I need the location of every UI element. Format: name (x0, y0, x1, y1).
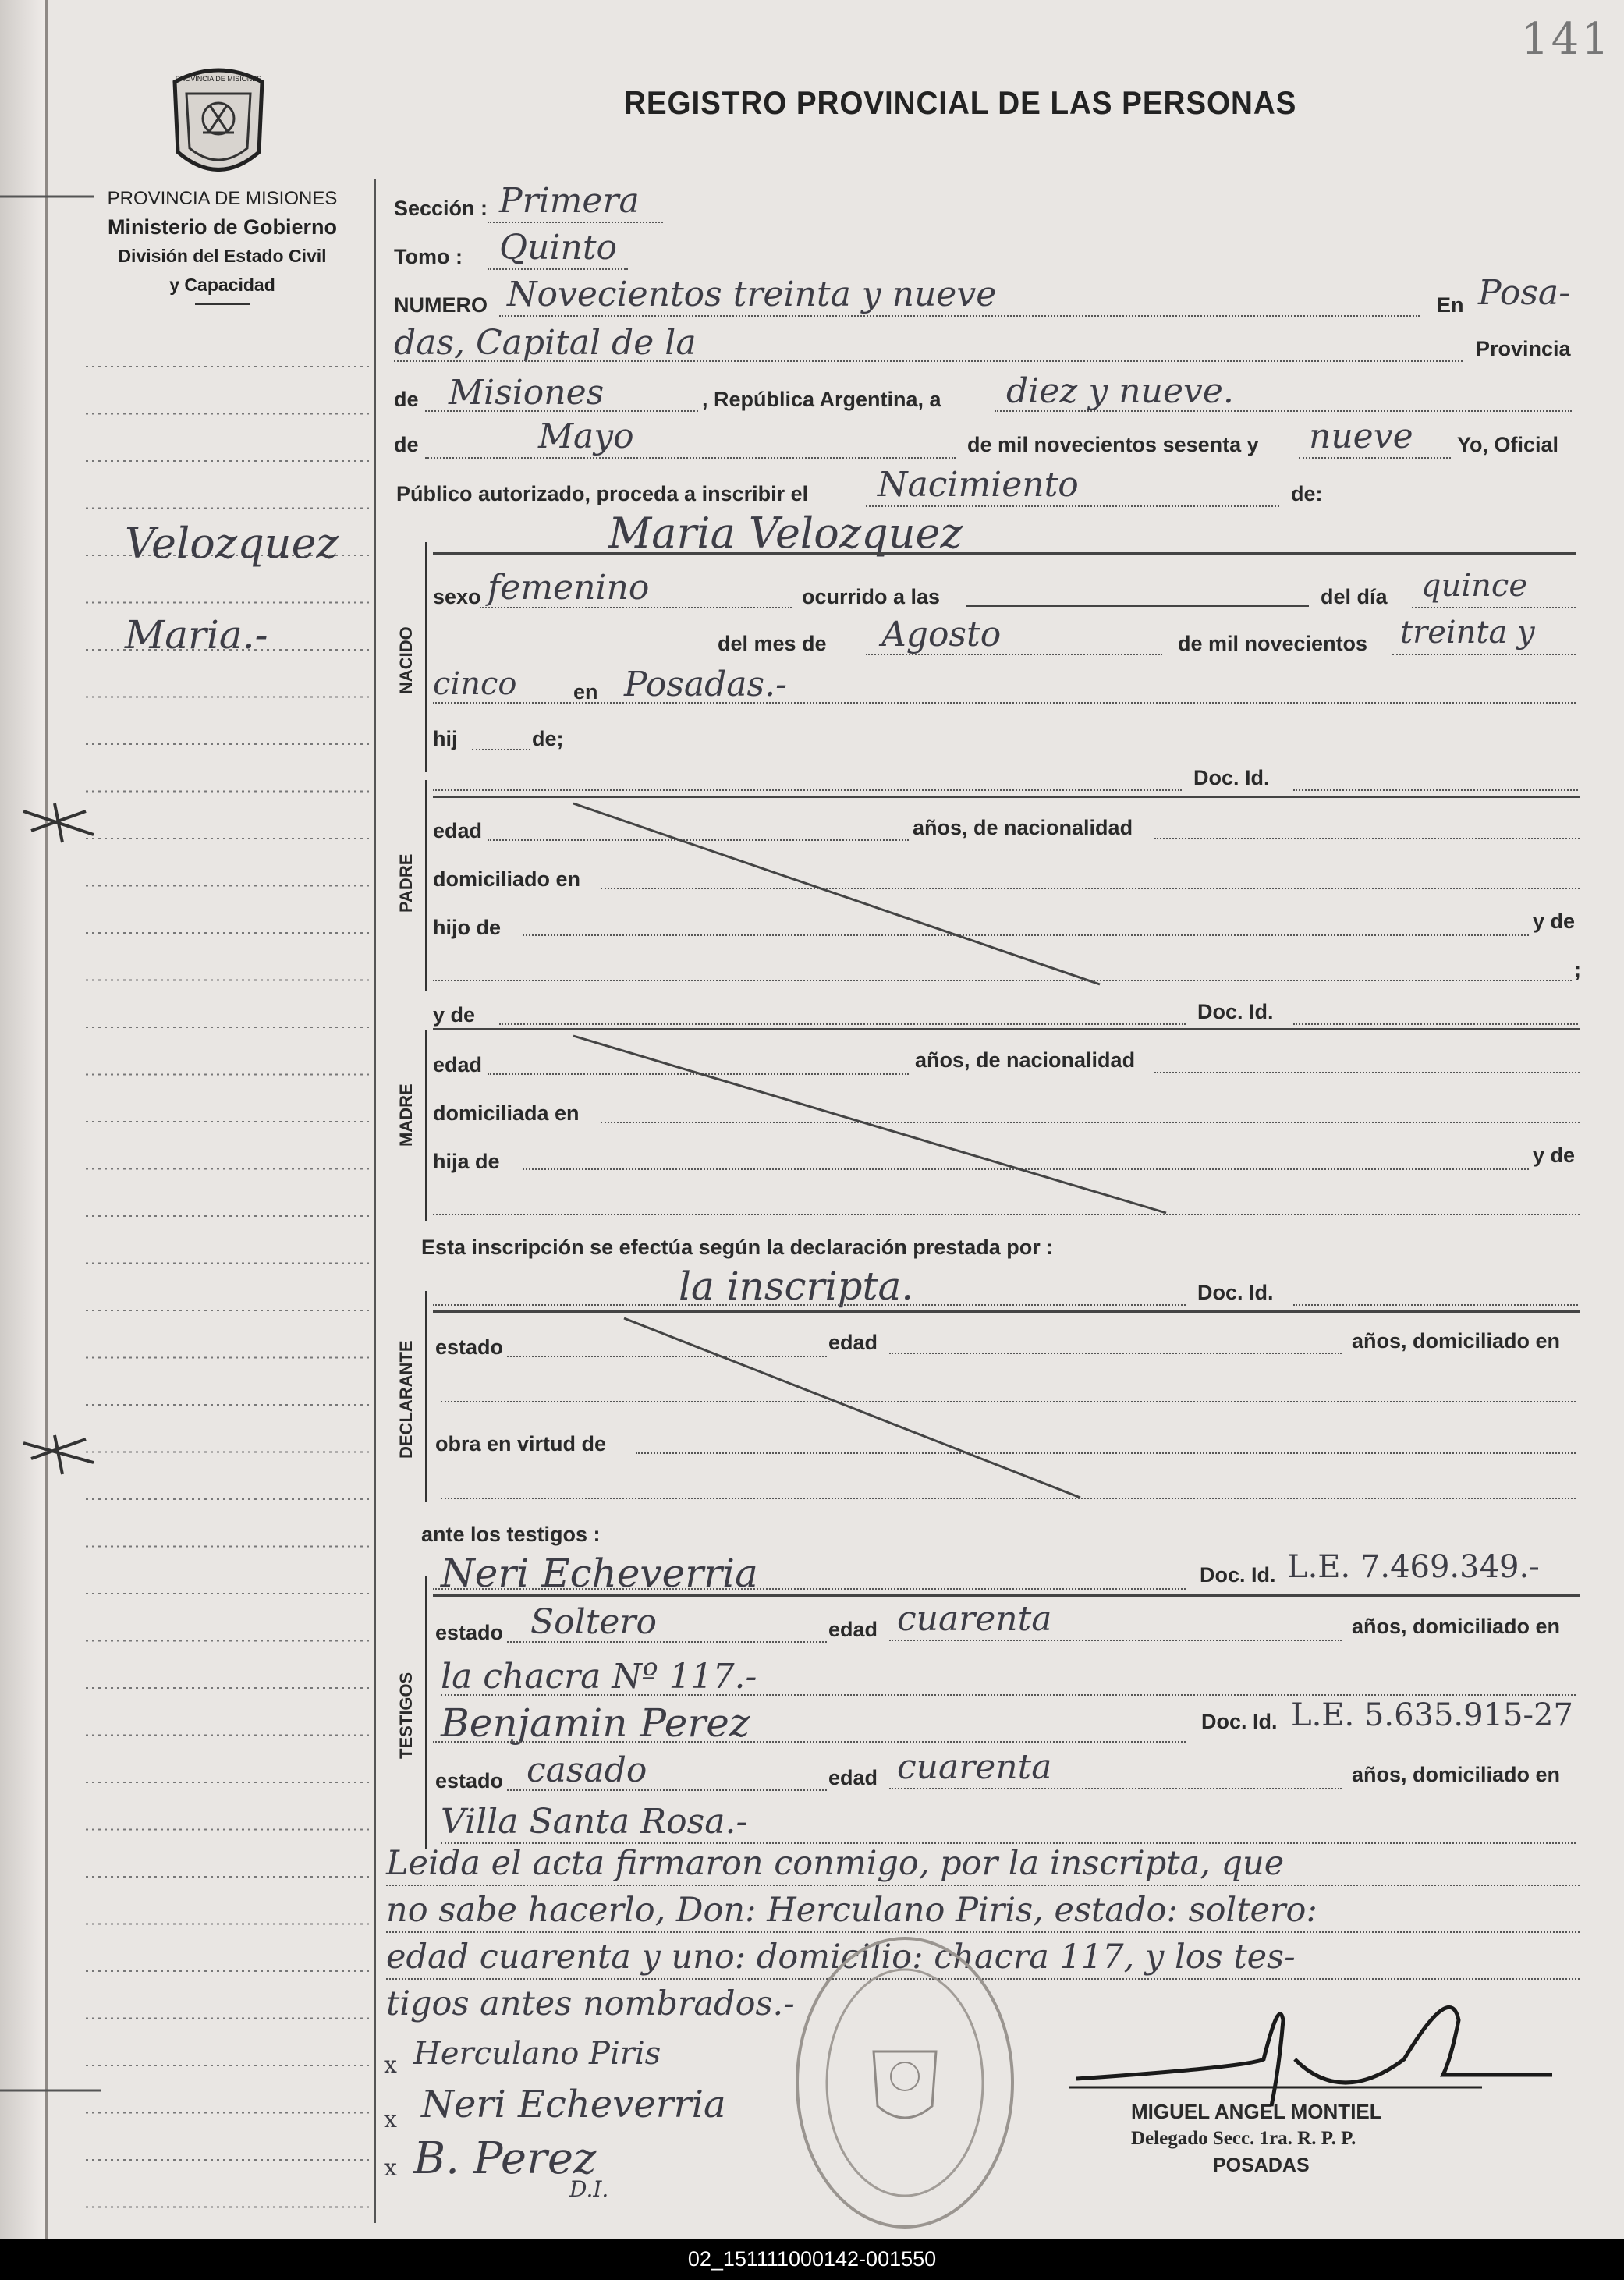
testigo2-estado-value: casado (527, 1750, 647, 1790)
official-signature-scrawl (1076, 2007, 1552, 2106)
nacido-dia-value: quince (1421, 568, 1527, 604)
page-number: 141 (1521, 14, 1612, 65)
testigos-intro: ante los testigos : (421, 1523, 601, 1546)
testigo1-doc-value: L.E. 7.469.349.- (1287, 1549, 1540, 1585)
page-title: REGISTRO PROVINCIAL DE LAS PERSONAS (624, 84, 1297, 121)
madre-y-de-label: y de (433, 1003, 476, 1027)
testigo1-edad-label: edad (828, 1618, 878, 1641)
seccion-label: Sección : (394, 197, 488, 220)
lugar-value-1: Posa- (1478, 273, 1570, 313)
division-label: División del Estado Civil (118, 246, 327, 266)
sexo-label: sexo (433, 585, 481, 608)
madre-hija-label: hija de (433, 1150, 500, 1173)
de-provincia-label: de (394, 388, 419, 411)
testigo2-edad-value: cuarenta (897, 1747, 1052, 1787)
testigo1-estado-value: Soltero (530, 1602, 657, 1642)
en-label: En (1437, 293, 1464, 317)
padre-hijo-label: hijo de (433, 916, 501, 939)
madre-nacionalidad-label: años, de nacionalidad (915, 1048, 1136, 1072)
nacido-mil-label: de mil novecientos (1178, 632, 1368, 655)
signature-neri: Neri Echeverria (421, 2083, 726, 2126)
ministry-label: Ministerio de Gobierno (107, 215, 338, 239)
padre-semicolon: ; (1574, 958, 1581, 981)
declarante-section-label: DECLARANTE (396, 1340, 416, 1459)
x-mark-2: x (384, 2106, 397, 2133)
testigo1-name: Neri Echeverria (441, 1551, 758, 1596)
padre-nacionalidad-label: años, de nacionalidad (913, 816, 1133, 839)
mes-value: Mayo (538, 417, 634, 456)
numero-label: NUMERO (394, 293, 488, 317)
official-position: Delegado Secc. 1ra. R. P. P. (1131, 2128, 1356, 2149)
testigo1-dom-value: la chacra Nº 117.- (441, 1657, 757, 1697)
declarante-dom-label: años, domiciliado en (1352, 1329, 1561, 1353)
republica-label: , República Argentina, a (702, 388, 941, 411)
testigo2-name: Benjamin Perez (441, 1700, 750, 1746)
ocurrido-label: ocurrido a las (802, 585, 941, 608)
madre-y-de2-label: y de (1533, 1144, 1576, 1167)
testigo1-estado-label: estado (435, 1621, 504, 1644)
testigo1-edad-value: cuarenta (897, 1599, 1052, 1639)
declarante-name: la inscripta. (679, 1264, 914, 1309)
signature-perez: B. Perez (413, 2133, 597, 2184)
testigo2-dom-value: Villa Santa Rosa.- (441, 1802, 748, 1842)
del-mes-label: del mes de (718, 632, 827, 655)
testigo2-doc-label: Doc. Id. (1201, 1710, 1278, 1733)
seal-caption: PROVINCIA DE MISIONES (175, 75, 262, 83)
madre-edad-label: edad (433, 1053, 483, 1076)
nacido-mes-value: Agosto (881, 615, 1002, 654)
testigo2-doc-value: L.E. 5.635.915-27 (1291, 1697, 1573, 1733)
padre-domiciliado-label: domiciliado en (433, 867, 581, 891)
nacido-name: Maria Velozquez (608, 509, 963, 558)
nacido-anio-value-2: cinco (433, 666, 517, 702)
capacity-label: y Capacidad (169, 275, 275, 295)
declarante-intro: Esta inscripción se efectúa según la declaración prestada por : (421, 1236, 1054, 1259)
del-dia-label: del día (1321, 585, 1388, 608)
official-name: MIGUEL ANGEL MONTIEL (1131, 2100, 1382, 2123)
x-mark-3: x (384, 2154, 397, 2182)
official-stamp-icon (788, 1927, 1022, 2239)
seccion-value: Primera (499, 181, 640, 221)
de-colon-label: de: (1291, 482, 1323, 505)
declarante-obra-label: obra en virtud de (435, 1432, 607, 1456)
padre-y-de-label: y de (1533, 910, 1576, 933)
publico-label: Público autorizado, proceda a inscribir el (396, 482, 809, 505)
margin-given-name: Maria.- (125, 612, 268, 658)
testigos-section-label: TESTIGOS (396, 1672, 416, 1759)
footer-image-id: 02_151111000142-001550 (0, 2239, 1624, 2280)
oficial-label: Yo, Oficial (1457, 433, 1559, 456)
testigo1-dom-label: años, domiciliado en (1352, 1615, 1561, 1638)
declarante-edad-label: edad (828, 1331, 878, 1354)
nacido-section-label: NACIDO (396, 626, 416, 694)
closing-line-2: no sabe hacerlo, Don: Herculano Piris, estado: soltero: (386, 1891, 1317, 1930)
signature-perez-note: D.I. (569, 2176, 609, 2202)
declarante-doc-label: Doc. Id. (1197, 1281, 1274, 1304)
sexo-value: femenino (488, 568, 650, 608)
madre-domiciliada-label: domiciliada en (433, 1101, 580, 1125)
provincia-label: Provincia (1476, 337, 1571, 360)
dia-value: diez y nueve. (1006, 371, 1234, 411)
closing-line-3: edad cuarenta y uno: domicilio: chacra 117, y los tes- (386, 1938, 1296, 1977)
provincia-value: Misiones (449, 373, 605, 413)
numero-value: Novecientos treinta y nueve (507, 275, 997, 314)
testigo1-doc-label: Doc. Id. (1200, 1563, 1276, 1587)
testigo2-dom-label: años, domiciliado en (1352, 1763, 1561, 1786)
closing-line-4: tigos antes nombrados.- (386, 1984, 795, 2023)
tomo-label: Tomo : (394, 245, 463, 268)
province-label: PROVINCIA DE MISIONES (107, 188, 338, 209)
closing-line-1: Leida el acta firmaron conmigo, por la inscripta, que (386, 1844, 1285, 1883)
de-mes-label: de (394, 433, 419, 456)
anio-value: nueve (1309, 417, 1413, 456)
declarante-estado-label: estado (435, 1335, 504, 1359)
margin-surname: Velozquez (125, 519, 339, 568)
padre-section-label: PADRE (396, 853, 416, 913)
official-city: POSADAS (1213, 2154, 1310, 2176)
testigo2-edad-label: edad (828, 1766, 878, 1789)
padre-doc-label: Doc. Id. (1193, 766, 1270, 789)
madre-section-label: MADRE (396, 1083, 416, 1147)
hij-label: hij (433, 727, 458, 750)
mil-label: de mil novecientos sesenta y (967, 433, 1259, 456)
x-mark-1: x (384, 2051, 397, 2079)
padre-edad-label: edad (433, 819, 483, 842)
nacido-anio-value-1: treinta y (1400, 615, 1535, 651)
testigo2-estado-label: estado (435, 1769, 504, 1792)
acto-value: Nacimiento (878, 465, 1079, 505)
nacido-en-label: en (573, 680, 598, 704)
madre-doc-label: Doc. Id. (1197, 1000, 1274, 1023)
signature-herculano: Herculano Piris (413, 2036, 661, 2072)
lugar-value-2: das, Capital de la (394, 323, 697, 363)
hij-de-label: de; (532, 727, 564, 750)
tomo-value: Quinto (499, 228, 617, 268)
nacido-lugar-value: Posadas.- (624, 665, 787, 704)
